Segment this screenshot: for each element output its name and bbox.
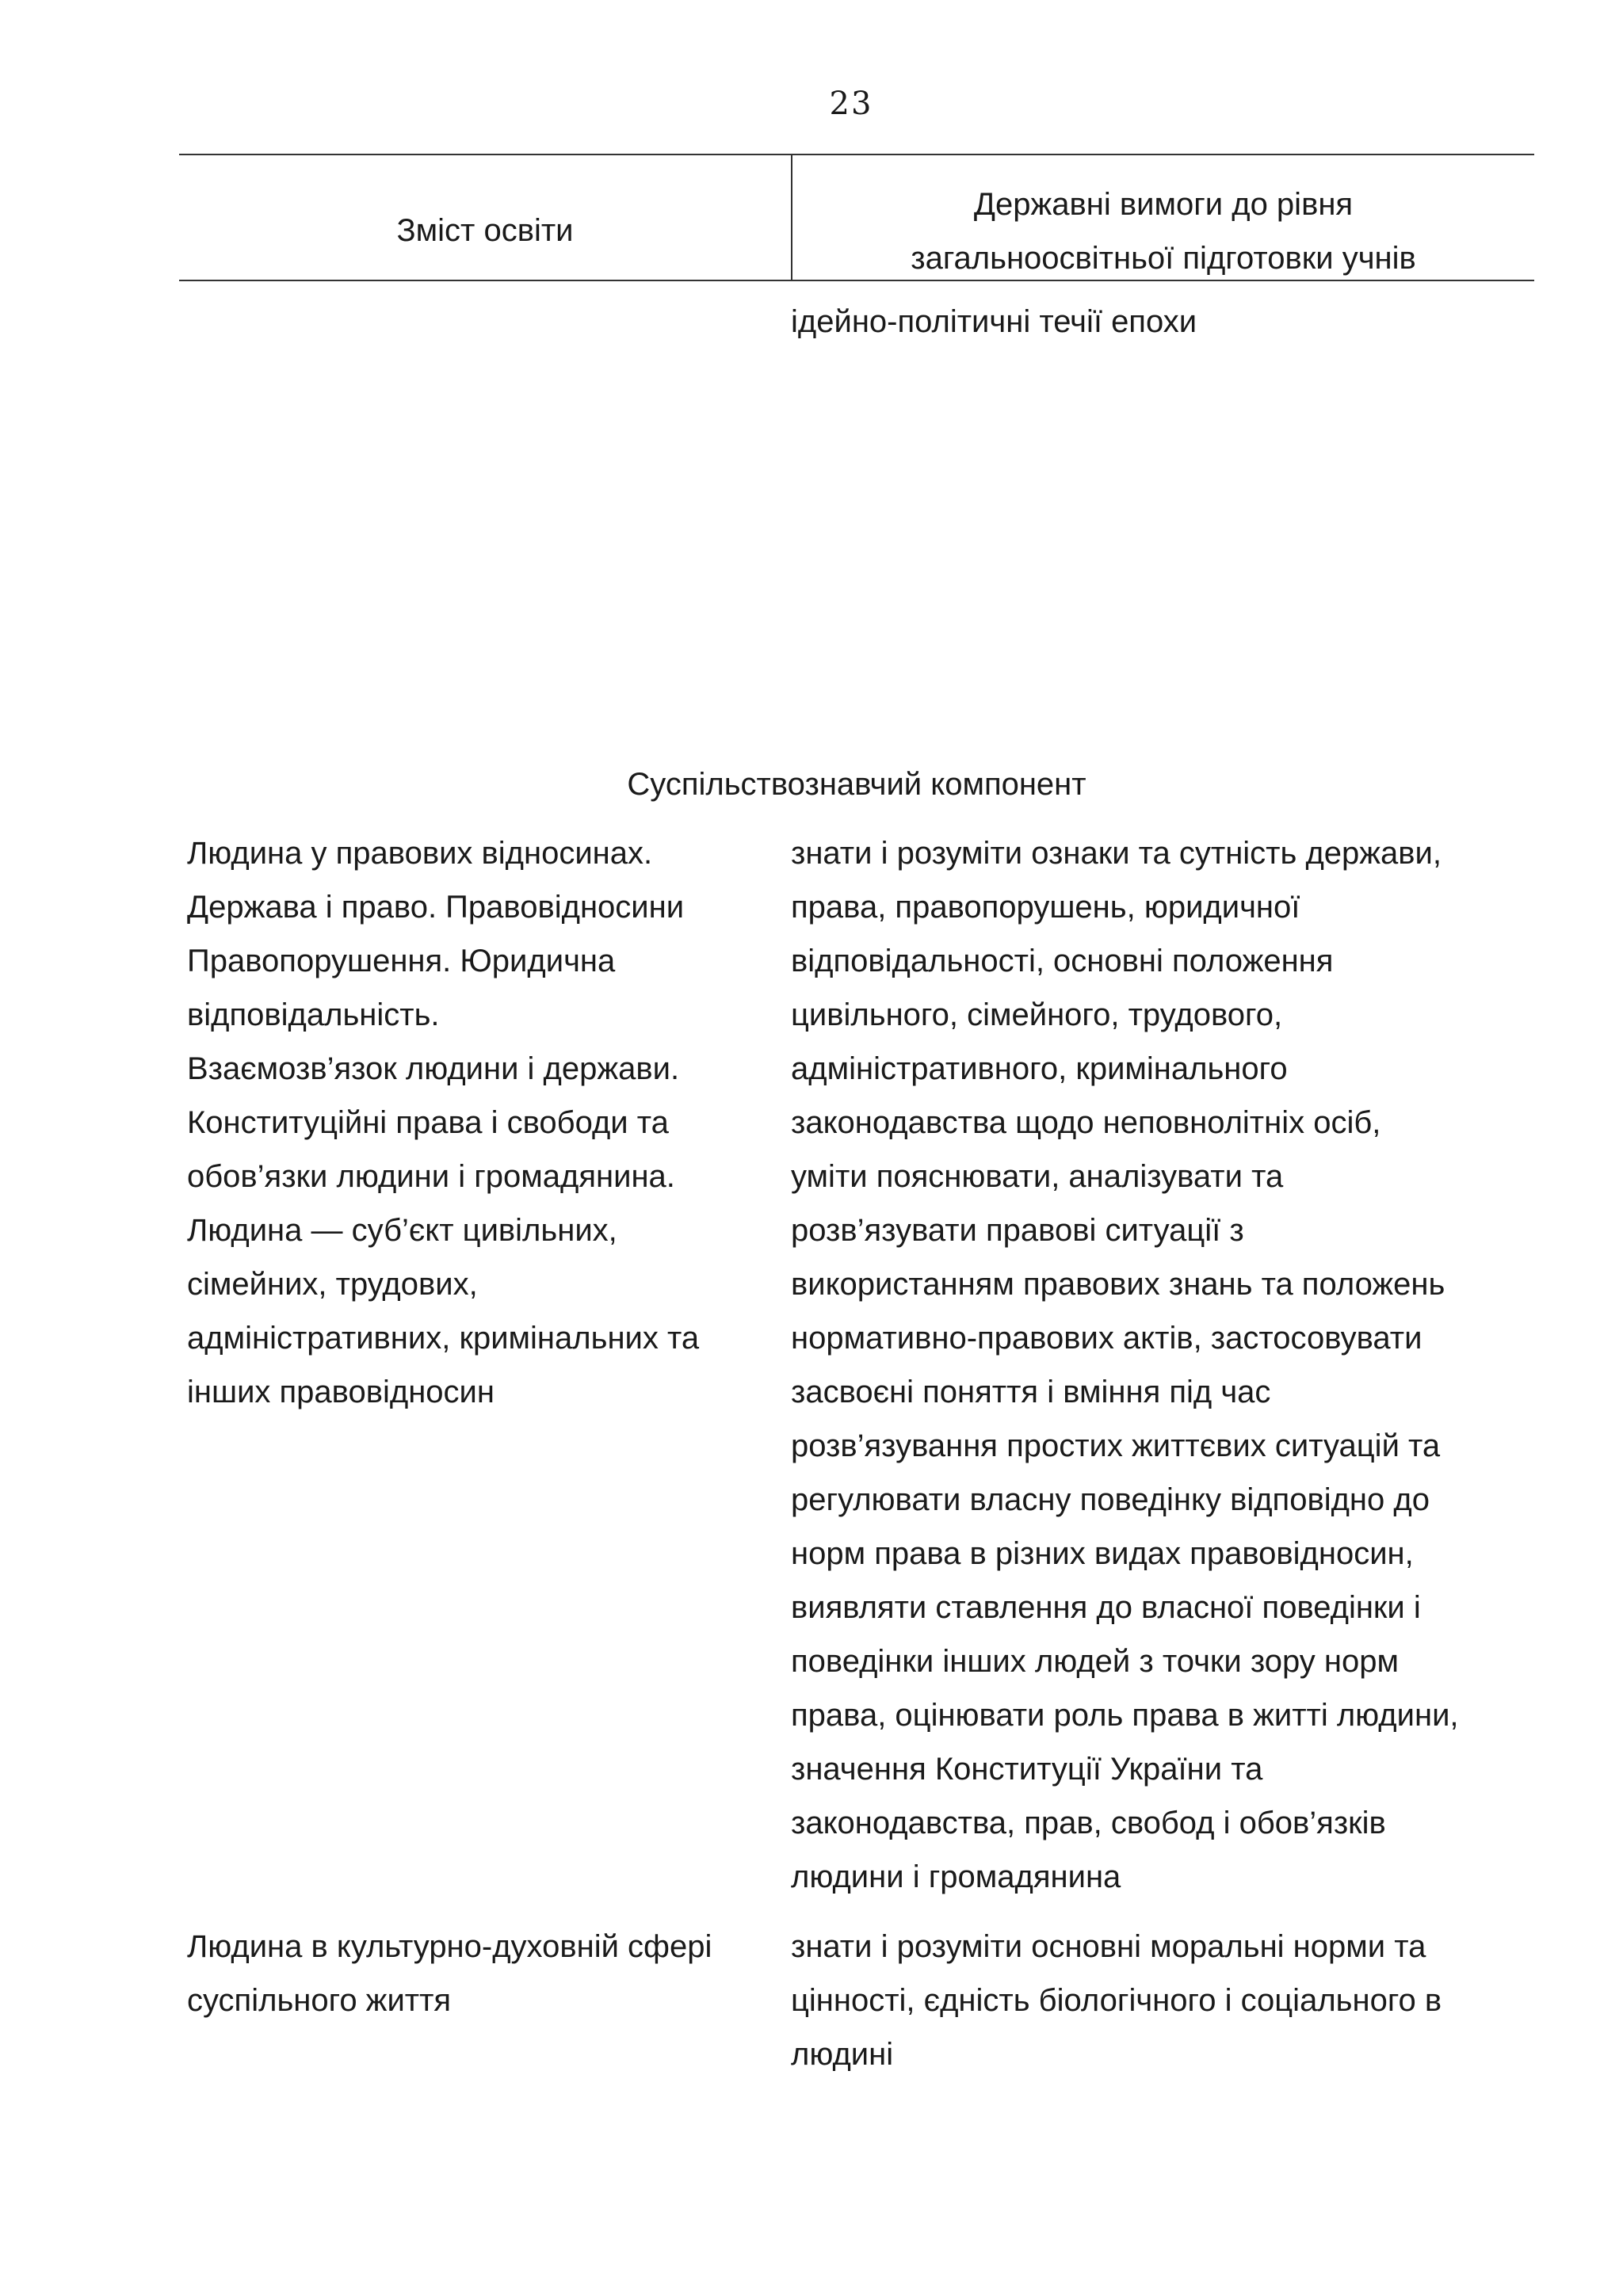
section-title: Суспільствознавчий компонент bbox=[627, 767, 1086, 802]
row-1-requirements-line: використанням правових знань та положень bbox=[791, 1267, 1445, 1302]
row-1-requirements bbox=[791, 826, 1459, 1904]
row-1-requirements-line: розв’язування простих життєвих ситуацій та bbox=[791, 1428, 1441, 1463]
row-1-requirements-line: розв’язувати правові ситуації з bbox=[791, 1213, 1244, 1248]
row-1-content bbox=[187, 826, 699, 1419]
row-1-requirements-line: людини і громадянина bbox=[791, 1859, 1121, 1894]
row-1-content-line: відповідальність. bbox=[187, 997, 440, 1032]
row-2-requirements-line: людині bbox=[791, 2037, 894, 2072]
row-1-requirements-line: законодавства щодо неповнолітніх осіб, bbox=[791, 1105, 1381, 1140]
row-2-content bbox=[187, 1920, 712, 2027]
row-1-requirements-line: відповідальності, основні положення bbox=[791, 944, 1334, 978]
row-1-requirements-line: регулювати власну поведінку відповідно до bbox=[791, 1482, 1430, 1517]
row-2-requirements bbox=[791, 1920, 1442, 2081]
row-1-content-line: Правопорушення. Юридична bbox=[187, 944, 616, 978]
row-2-requirements-line: знати і розуміти основні моральні норми та bbox=[791, 1929, 1426, 1964]
row-1-content-line: інших правовідносин bbox=[187, 1375, 495, 1409]
row-1-content-line: Конституційні права і свободи та bbox=[187, 1105, 669, 1140]
row-1-content-line: сімейних, трудових, bbox=[187, 1267, 478, 1302]
row-1-requirements-line: права, правопорушень, юридичної bbox=[791, 890, 1300, 925]
row-1-requirements-line: нормативно-правових актів, застосовувати bbox=[791, 1321, 1423, 1356]
row-1-requirements-line: цивільного, сімейного, трудового, bbox=[791, 997, 1283, 1032]
row-1-requirements-line: адміністративного, кримінального bbox=[791, 1051, 1288, 1086]
table-top-rule bbox=[179, 154, 1534, 155]
continuation-text: ідейно-політичні течії епохи bbox=[791, 304, 1197, 339]
row-1-requirements-line: значення Конституції України та bbox=[791, 1752, 1263, 1787]
table-header-requirements-line: загальноосвітньої підготовки учнів bbox=[911, 241, 1416, 276]
page-number: 23 bbox=[829, 86, 873, 122]
row-1-requirements-line: норм права в різних видах правовідносин, bbox=[791, 1536, 1414, 1571]
row-1-requirements-line: засвоєні поняття і вміння під час bbox=[791, 1375, 1271, 1409]
table-header-content: Зміст освіти bbox=[396, 213, 574, 248]
row-1-content-line: Держава і право. Правовідносини bbox=[187, 890, 685, 925]
row-1-requirements-line: уміти пояснювати, аналізувати та bbox=[791, 1159, 1284, 1194]
row-1-content-line: Людина у правових відносинах. bbox=[187, 836, 653, 871]
row-1-requirements-line: виявляти ставлення до власної поведінки і bbox=[791, 1590, 1421, 1625]
row-2-content-line: суспільного життя bbox=[187, 1983, 452, 2018]
row-1-content-line: Людина — суб’єкт цивільних, bbox=[187, 1213, 617, 1248]
row-1-requirements-line: поведінки інших людей з точки зору норм bbox=[791, 1644, 1399, 1679]
row-1-content-line: обов’язки людини і громадянина. bbox=[187, 1159, 675, 1194]
row-2-content-line: Людина в культурно-духовній сфері bbox=[187, 1929, 712, 1964]
table-header-requirements-line: Державні вимоги до рівня bbox=[973, 187, 1354, 222]
row-1-content-line: адміністративних, кримінальних та bbox=[187, 1321, 700, 1356]
row-1-content-line: Взаємозв’язок людини і держави. bbox=[187, 1051, 680, 1086]
row-1-requirements-line: права, оцінювати роль права в житті людини, bbox=[791, 1698, 1459, 1733]
row-2-requirements-line: цінності, єдність біологічного і соціального в bbox=[791, 1983, 1442, 2018]
table-header-requirements bbox=[792, 177, 1534, 285]
row-1-requirements-line: законодавства, прав, свобод і обов’язків bbox=[791, 1806, 1386, 1840]
row-1-requirements-line: знати і розуміти ознаки та сутність держави, bbox=[791, 836, 1442, 871]
